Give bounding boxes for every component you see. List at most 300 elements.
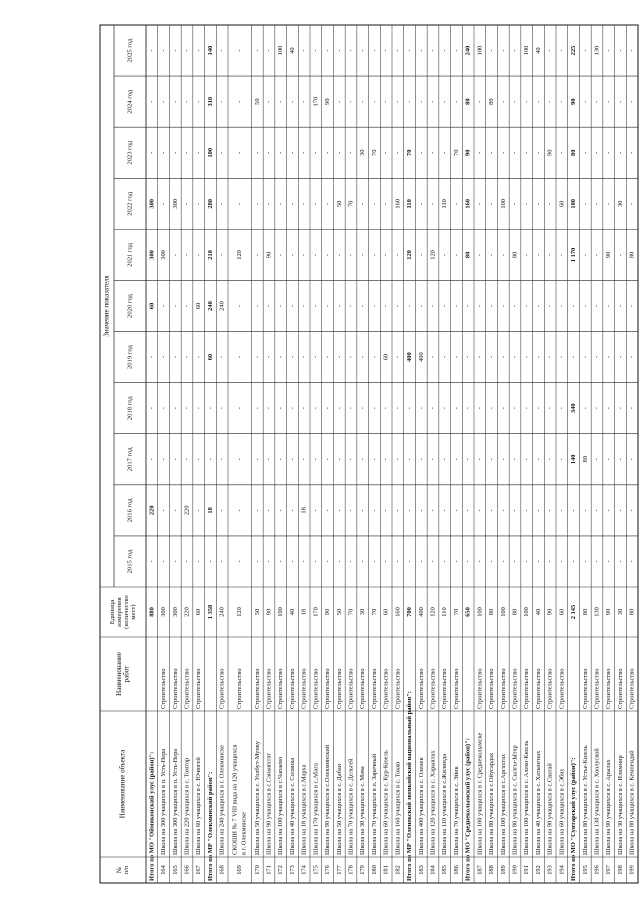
row-number: 187 bbox=[476, 865, 484, 875]
year-value: - bbox=[265, 458, 273, 461]
year-value: - bbox=[452, 458, 460, 461]
year-value: - bbox=[335, 151, 343, 154]
year-value: - bbox=[370, 356, 378, 359]
row-unit: 100 bbox=[523, 607, 531, 617]
year-value: - bbox=[183, 560, 191, 563]
year-value: - bbox=[148, 356, 156, 359]
year-value: 300 bbox=[160, 250, 168, 260]
year-value: 300 bbox=[148, 250, 156, 260]
row-name: Школа на 90 учащихся в с. Арылах bbox=[605, 759, 613, 855]
year-value: - bbox=[359, 509, 367, 512]
year-value: - bbox=[370, 458, 378, 461]
year-value: - bbox=[394, 356, 402, 359]
row-name: Школа на 100 учащихся в с. Алеко-Кюель bbox=[523, 740, 531, 855]
year-value: - bbox=[417, 253, 425, 256]
year-value: - bbox=[195, 253, 203, 256]
row-number: 164 bbox=[160, 865, 168, 875]
year-value: - bbox=[324, 407, 332, 410]
year-value: - bbox=[628, 356, 636, 359]
year-value: - bbox=[429, 100, 437, 103]
row-unit: 160 bbox=[394, 607, 402, 617]
year-value: - bbox=[605, 151, 613, 154]
year-value: - bbox=[236, 509, 244, 512]
year-value: - bbox=[558, 356, 566, 359]
year-value: - bbox=[441, 100, 449, 103]
year-value: - bbox=[605, 458, 613, 461]
year-value: - bbox=[253, 407, 261, 410]
row-work: Строительство bbox=[605, 668, 613, 709]
year-value: - bbox=[476, 304, 484, 308]
year-value: - bbox=[236, 151, 244, 154]
row-name: Школа на 70 учащихся в п. Заречный bbox=[370, 753, 378, 855]
row-name: Школа на 80 учащихся в с. Устье-Кюель bbox=[581, 745, 589, 855]
year-value: - bbox=[300, 304, 308, 308]
header-work: работ bbox=[122, 665, 131, 683]
row-name: Школа на 80 учащихся в с. Сылгы-Ытар bbox=[511, 745, 519, 855]
year-value: - bbox=[277, 509, 285, 512]
header-year: 2019 год bbox=[126, 345, 134, 370]
year-value: - bbox=[312, 560, 320, 563]
year-value: - bbox=[359, 49, 367, 52]
row-work: Строительство bbox=[195, 668, 203, 709]
row-unit: 80 bbox=[488, 608, 496, 616]
year-value: 80 bbox=[488, 98, 496, 105]
year-value: - bbox=[312, 49, 320, 52]
year-value: - bbox=[160, 560, 168, 563]
year-value: - bbox=[148, 407, 156, 410]
year-value: - bbox=[499, 407, 507, 410]
row-unit: 50 bbox=[253, 608, 261, 616]
year-value: - bbox=[558, 151, 566, 154]
header-year: 2015 год bbox=[126, 549, 134, 574]
year-value: - bbox=[160, 458, 168, 461]
year-value: - bbox=[218, 49, 226, 52]
year-value: - bbox=[312, 458, 320, 461]
year-value: 120 bbox=[429, 250, 437, 260]
year-value: 220 bbox=[148, 505, 156, 516]
year-value: - bbox=[195, 560, 203, 563]
year-value: - bbox=[628, 100, 636, 103]
row-work: Строительство bbox=[488, 668, 496, 709]
year-value: - bbox=[464, 458, 472, 461]
row-unit: 1 358 bbox=[206, 604, 214, 620]
row-name: Школа на 90 учащихся в с.Олекминский bbox=[324, 744, 332, 855]
year-value: 210 bbox=[206, 250, 214, 260]
row-work: Строительство bbox=[370, 668, 378, 709]
year-value: - bbox=[616, 509, 624, 512]
year-value: - bbox=[300, 458, 308, 461]
year-value: - bbox=[593, 151, 601, 154]
year-value: 60 bbox=[206, 353, 214, 361]
year-value: - bbox=[171, 560, 179, 563]
year-value: - bbox=[183, 49, 191, 52]
year-value: - bbox=[546, 458, 554, 461]
year-value: - bbox=[236, 458, 244, 461]
row-unit: 70 bbox=[347, 608, 355, 616]
year-value: - bbox=[253, 356, 261, 359]
year-value: - bbox=[476, 458, 484, 461]
year-value: - bbox=[300, 202, 308, 205]
header-year: 2024 год bbox=[126, 89, 134, 114]
year-value: - bbox=[593, 407, 601, 410]
row-unit: 30 bbox=[616, 608, 624, 616]
year-value: - bbox=[265, 560, 273, 563]
year-value: - bbox=[570, 356, 578, 359]
year-value: - bbox=[370, 100, 378, 103]
year-value: - bbox=[406, 49, 414, 52]
row-unit: 130 bbox=[593, 607, 601, 617]
year-value: - bbox=[605, 407, 613, 410]
year-value: 120 bbox=[406, 250, 414, 260]
year-value: - bbox=[452, 560, 460, 563]
year-value: - bbox=[406, 100, 414, 103]
row-name: СКОШИ № 7 VIII вида на 120 учащихся bbox=[231, 744, 239, 855]
year-value: - bbox=[335, 100, 343, 103]
year-value: - bbox=[265, 509, 273, 512]
year-value: - bbox=[183, 202, 191, 205]
year-value: - bbox=[359, 356, 367, 359]
year-value: - bbox=[382, 509, 390, 512]
year-value: - bbox=[382, 202, 390, 205]
year-value: - bbox=[476, 202, 484, 205]
year-value: 70 bbox=[347, 200, 355, 208]
year-value: - bbox=[499, 509, 507, 512]
year-value: - bbox=[628, 304, 636, 308]
year-value: - bbox=[546, 304, 554, 308]
year-value: - bbox=[382, 100, 390, 103]
row-name: Школа на 70 учащихся в с. Эйик bbox=[452, 766, 460, 855]
year-value: - bbox=[534, 151, 542, 154]
row-unit: 220 bbox=[183, 607, 191, 617]
year-value: - bbox=[312, 356, 320, 359]
year-value: - bbox=[265, 49, 273, 52]
year-value: - bbox=[488, 458, 496, 461]
row-work: Строительство bbox=[499, 668, 507, 709]
row-unit: 80 bbox=[628, 608, 636, 616]
row-number: 170 bbox=[253, 865, 261, 875]
row-number: 185 bbox=[441, 865, 449, 875]
row-work: Строительство bbox=[558, 668, 566, 709]
year-value: - bbox=[265, 304, 273, 308]
year-value: - bbox=[534, 407, 542, 410]
year-value: 100 bbox=[476, 45, 484, 56]
year-value: - bbox=[206, 560, 214, 563]
year-value: - bbox=[277, 202, 285, 205]
year-value: - bbox=[335, 407, 343, 410]
year-value: 130 bbox=[593, 45, 601, 56]
year-value: - bbox=[195, 356, 203, 359]
year-value: 170 bbox=[312, 96, 320, 107]
row-number: 186 bbox=[452, 865, 460, 875]
year-value: - bbox=[183, 458, 191, 461]
year-value: 40 bbox=[288, 47, 296, 54]
year-value: - bbox=[359, 100, 367, 103]
row-number: 178 bbox=[347, 865, 355, 875]
year-value: - bbox=[429, 458, 437, 461]
year-value: - bbox=[335, 509, 343, 512]
year-value: - bbox=[277, 356, 285, 359]
row-work: Строительство bbox=[359, 668, 367, 709]
year-value: - bbox=[195, 407, 203, 410]
year-value: 310 bbox=[206, 96, 214, 107]
year-value: - bbox=[370, 560, 378, 563]
row-number: 192 bbox=[534, 865, 542, 875]
header-unit: Единица bbox=[109, 599, 117, 625]
year-value: - bbox=[534, 202, 542, 205]
year-value: - bbox=[581, 100, 589, 103]
year-value: - bbox=[546, 407, 554, 410]
row-number: 166 bbox=[183, 865, 191, 875]
year-value: - bbox=[488, 560, 496, 563]
year-value: - bbox=[616, 458, 624, 461]
year-value: - bbox=[452, 509, 460, 512]
year-value: 300 bbox=[171, 199, 179, 209]
year-value: - bbox=[593, 458, 601, 461]
year-value: - bbox=[476, 509, 484, 512]
year-value: - bbox=[429, 304, 437, 308]
year-value: - bbox=[394, 560, 402, 563]
row-work: Строительство bbox=[441, 668, 449, 709]
year-value: - bbox=[417, 151, 425, 154]
row-number: 168 bbox=[218, 865, 226, 875]
year-value: - bbox=[236, 202, 244, 205]
year-value: 400 bbox=[406, 352, 414, 362]
row-unit: 40 bbox=[534, 608, 542, 616]
row-unit: 30 bbox=[359, 608, 367, 616]
year-value: - bbox=[335, 356, 343, 359]
year-value: 90 bbox=[570, 98, 578, 105]
row-number: 173 bbox=[288, 865, 296, 875]
year-value: - bbox=[300, 100, 308, 103]
row-number: 165 bbox=[171, 865, 179, 875]
row-number: 196 bbox=[593, 865, 601, 875]
year-value: 100 bbox=[523, 45, 531, 56]
year-value: - bbox=[253, 304, 261, 308]
year-value: - bbox=[511, 356, 519, 359]
year-value: - bbox=[382, 253, 390, 256]
year-value: - bbox=[171, 151, 179, 154]
year-value: - bbox=[394, 407, 402, 410]
year-value: - bbox=[218, 100, 226, 103]
year-value: - bbox=[183, 253, 191, 256]
year-value: - bbox=[359, 407, 367, 410]
year-value: - bbox=[546, 560, 554, 563]
year-value: - bbox=[581, 407, 589, 410]
year-value: - bbox=[394, 253, 402, 256]
year-value: - bbox=[593, 356, 601, 359]
header-year: 2018 год bbox=[126, 396, 134, 421]
year-value: - bbox=[441, 356, 449, 359]
year-value: 90 bbox=[324, 98, 332, 105]
year-value: - bbox=[335, 253, 343, 256]
year-value: - bbox=[581, 304, 589, 308]
row-unit: 300 bbox=[171, 607, 179, 617]
year-value: - bbox=[265, 202, 273, 205]
total-row-label: Итого по МР "Олекминский район": bbox=[206, 771, 214, 881]
row-number: 191 bbox=[523, 865, 531, 875]
year-value: - bbox=[324, 202, 332, 205]
year-value: - bbox=[195, 49, 203, 52]
year-value: - bbox=[394, 151, 402, 154]
row-name: Школа на 300 учащихся в п. Усть-Нера bbox=[171, 748, 179, 855]
year-value: - bbox=[593, 560, 601, 563]
year-value: - bbox=[347, 49, 355, 52]
year-value: - bbox=[236, 49, 244, 52]
year-value: - bbox=[183, 100, 191, 103]
year-value: - bbox=[429, 151, 437, 154]
year-value: - bbox=[616, 407, 624, 410]
year-value: - bbox=[406, 304, 414, 308]
row-work: Строительство bbox=[288, 668, 296, 709]
row-number: 181 bbox=[382, 865, 390, 875]
year-value: - bbox=[523, 202, 531, 205]
row-number: 176 bbox=[324, 865, 332, 875]
year-value: - bbox=[476, 100, 484, 103]
row-work: Строительство bbox=[394, 668, 402, 709]
year-value: 225 bbox=[570, 45, 578, 56]
year-value: - bbox=[148, 560, 156, 563]
year-value: - bbox=[616, 151, 624, 154]
year-value: - bbox=[253, 49, 261, 52]
year-value: 50 bbox=[253, 98, 261, 105]
row-name: Школа на 100 учащихся в с.Чапаево bbox=[277, 756, 285, 855]
year-value: - bbox=[499, 253, 507, 256]
year-value: - bbox=[312, 304, 320, 308]
year-value: 40 bbox=[534, 47, 542, 54]
year-value: - bbox=[312, 407, 320, 410]
year-value: - bbox=[488, 407, 496, 410]
row-unit: 60 bbox=[195, 608, 203, 616]
year-value: - bbox=[300, 407, 308, 410]
row-number: 183 bbox=[417, 865, 425, 875]
header-year: 2025 год bbox=[126, 38, 134, 63]
row-unit: 90 bbox=[546, 608, 554, 616]
row-work: Строительство bbox=[160, 668, 168, 709]
year-value: 220 bbox=[183, 505, 191, 516]
year-value: - bbox=[195, 458, 203, 461]
year-value: 70 bbox=[370, 149, 378, 156]
year-value: - bbox=[558, 253, 566, 256]
year-value: - bbox=[218, 202, 226, 205]
year-value: 30 bbox=[616, 200, 624, 208]
year-value: - bbox=[452, 356, 460, 359]
total-row-label: Итого по МО "Оймяконский улус (район)": bbox=[148, 751, 156, 881]
year-value: - bbox=[406, 560, 414, 563]
year-value: - bbox=[488, 509, 496, 512]
year-value: - bbox=[523, 100, 531, 103]
year-value: - bbox=[300, 49, 308, 52]
year-value: - bbox=[441, 509, 449, 512]
row-work: Строительство bbox=[628, 668, 636, 709]
year-value: - bbox=[488, 202, 496, 205]
year-value: - bbox=[218, 151, 226, 154]
year-value: - bbox=[628, 151, 636, 154]
year-value: - bbox=[171, 253, 179, 256]
year-value: - bbox=[335, 304, 343, 308]
year-value: - bbox=[605, 100, 613, 103]
year-value: - bbox=[546, 356, 554, 359]
row-name: Школа на 50 учащихся в с. Уолбут-Мунку bbox=[253, 741, 261, 855]
row-number: 167 bbox=[195, 865, 203, 875]
year-value: - bbox=[218, 407, 226, 410]
year-value: - bbox=[464, 356, 472, 359]
year-value: - bbox=[324, 253, 332, 256]
header-name: Наименование объекта bbox=[118, 749, 127, 819]
row-work: Строительство bbox=[476, 668, 484, 709]
row-work: Строительство bbox=[511, 668, 519, 709]
row-work: Строительство bbox=[277, 668, 285, 709]
year-value: 80 bbox=[511, 251, 519, 259]
row-name: Школа на 110 учащихся в с.Жилинда bbox=[441, 753, 449, 855]
row-number: 177 bbox=[335, 865, 343, 875]
row-work: Строительство bbox=[183, 668, 191, 709]
year-value: - bbox=[335, 560, 343, 563]
row-unit: 300 bbox=[160, 607, 168, 617]
year-value: - bbox=[534, 509, 542, 512]
year-value: - bbox=[464, 560, 472, 563]
year-value: - bbox=[511, 304, 519, 308]
row-name: Школа на 80 учащихся в с.Ойусардах bbox=[488, 752, 496, 855]
year-value: - bbox=[476, 407, 484, 410]
year-value: - bbox=[628, 458, 636, 461]
year-value: - bbox=[253, 151, 261, 154]
row-name: Школа на 240 учащихся в г. Олекминске bbox=[218, 745, 226, 855]
year-value: - bbox=[511, 509, 519, 512]
year-value: - bbox=[335, 49, 343, 52]
year-value: - bbox=[195, 100, 203, 103]
year-value: 60 bbox=[558, 200, 566, 208]
year-value: - bbox=[183, 356, 191, 359]
year-value: - bbox=[359, 304, 367, 308]
year-value: - bbox=[616, 304, 624, 308]
row-unit: 70 bbox=[370, 608, 378, 616]
year-value: - bbox=[523, 253, 531, 256]
year-value: - bbox=[171, 356, 179, 359]
year-value: - bbox=[499, 100, 507, 103]
row-name: Школа на 80 учащихся в с. Кемпендяй bbox=[628, 750, 636, 855]
year-value: - bbox=[324, 151, 332, 154]
row-number: 188 bbox=[488, 865, 496, 875]
year-value: - bbox=[277, 560, 285, 563]
year-value: - bbox=[312, 151, 320, 154]
row-number: 194 bbox=[558, 865, 566, 875]
year-value: - bbox=[347, 100, 355, 103]
year-value: - bbox=[417, 202, 425, 205]
year-value: - bbox=[511, 100, 519, 103]
year-value: - bbox=[277, 151, 285, 154]
year-value: - bbox=[429, 356, 437, 359]
year-value: - bbox=[511, 49, 519, 52]
year-value: - bbox=[324, 356, 332, 359]
year-value: 340 bbox=[570, 403, 578, 413]
year-value: - bbox=[476, 356, 484, 359]
year-value: - bbox=[534, 458, 542, 461]
year-value: - bbox=[546, 253, 554, 256]
year-value: - bbox=[382, 560, 390, 563]
year-value: - bbox=[593, 304, 601, 308]
year-value: 70 bbox=[406, 149, 414, 156]
table-group bbox=[100, 25, 638, 883]
row-unit: 170 bbox=[312, 607, 320, 617]
year-value: 300 bbox=[148, 199, 156, 209]
year-value: - bbox=[288, 202, 296, 205]
year-value: - bbox=[452, 49, 460, 52]
year-value: 80 bbox=[464, 98, 472, 105]
row-number: 184 bbox=[429, 865, 437, 875]
year-value: - bbox=[288, 356, 296, 359]
year-value: - bbox=[546, 202, 554, 205]
row-work: Строительство bbox=[523, 668, 531, 709]
